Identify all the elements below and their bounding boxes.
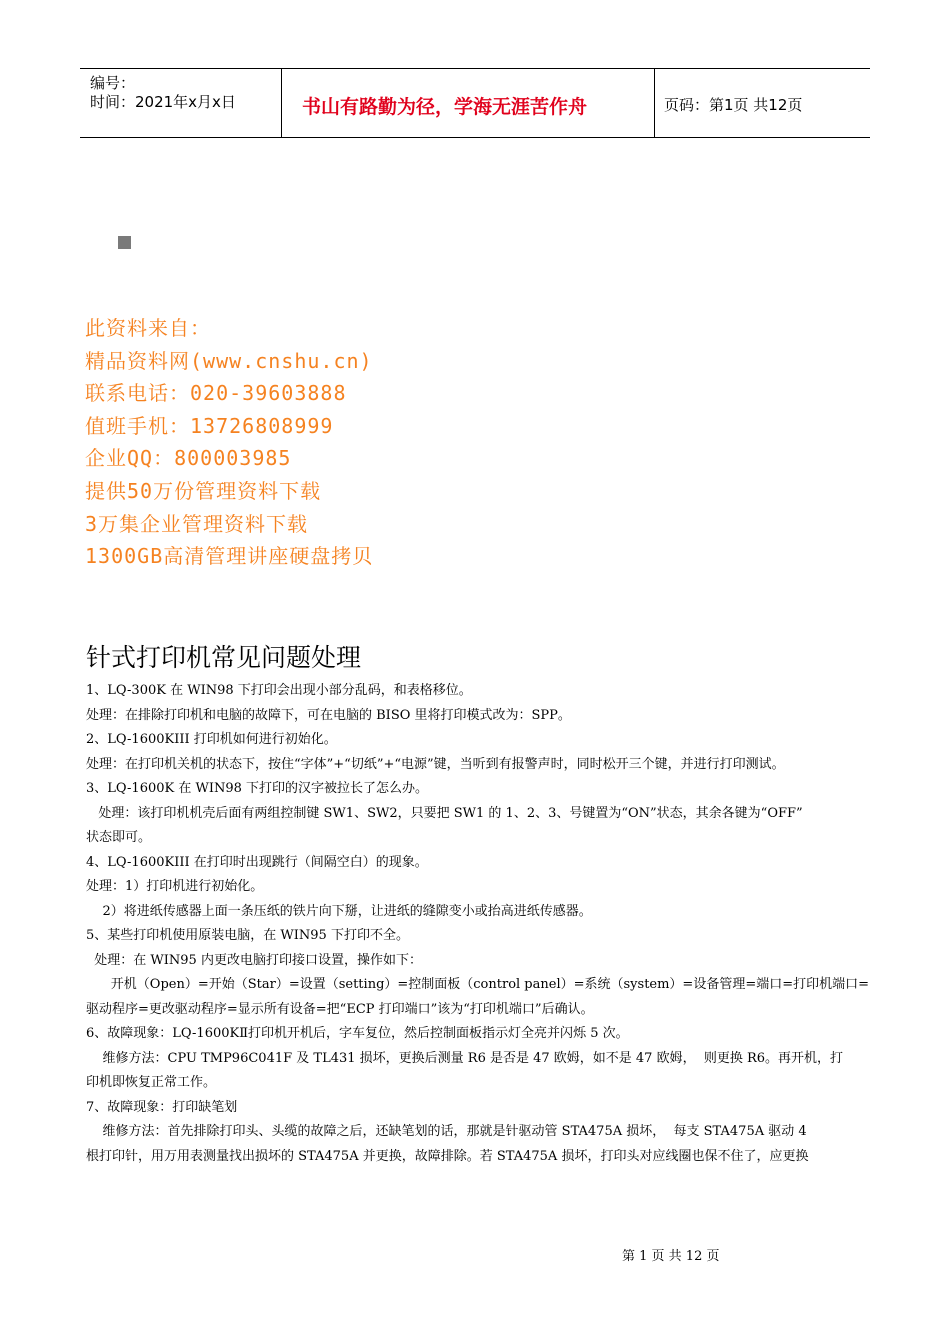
promo-line: 1300GB高清管理讲座硬盘拷贝 — [85, 544, 374, 569]
body-line: 维修方法：CPU TMP96C041F 及 TL431 损坏，更换后测量 R6 是否是 47 欧姆，如不是 47 欧姆， 则更换 R6。再开机，打 — [86, 1050, 844, 1066]
motto-text: 书山有路勤为径，学海无涯苦作舟 — [302, 96, 588, 118]
time-label: 时间：2021年x月x日 — [90, 93, 236, 111]
body-line: 5、某些打印机使用原装电脑，在 WIN95 下打印不全。 — [86, 928, 409, 943]
header-page-cell — [655, 69, 870, 137]
body-line: 6、故障现象：LQ-1600KⅡ打印机开机后，字车复位，然后控制面板指示灯全亮并闪烁 5 次。 — [86, 1026, 629, 1041]
promo-line: 3万集企业管理资料下载 — [85, 511, 309, 536]
page-footer: 第 1 页 共 12 页 — [622, 1249, 720, 1264]
promo-line: 提供50万份管理资料下载 — [85, 478, 322, 503]
body-line: 处理：在排除打印机和电脑的故障下，可在电脑的 BISO 里将打印模式改为：SPP。 — [86, 707, 571, 723]
header-motto-cell — [282, 69, 655, 137]
body-line: 2）将进纸传感器上面一条压纸的铁片向下掰，让进纸的缝隙变小或抬高进纸传感器。 — [86, 903, 592, 919]
body-line: 处理：1）打印机进行初始化。 — [86, 879, 264, 894]
body-line: 印机即恢复正常工作。 — [86, 1075, 217, 1090]
document-title: 针式打印机常见问题处理 — [86, 643, 362, 672]
promo-line: 此资料来自： — [85, 316, 211, 340]
square-bullet-icon — [118, 236, 131, 249]
body-line: 1、LQ-300K 在 WIN98 下打印会出现小部分乱码，和表格移位。 — [86, 683, 472, 698]
body-line: 维修方法：首先排除打印头、头缆的故障之后，还缺笔划的话，那就是针驱动管 STA475A 损坏， 每支 STA475A 驱动 4 — [86, 1124, 807, 1139]
promo-line: 联系电话：020-39603888 — [85, 381, 347, 406]
body-line: 开机（Open）=开始（Star）=设置（setting）=控制面板（control panel）=系统（system）=设备管理=端口=打印机端口= — [86, 977, 870, 992]
header-table — [80, 68, 870, 138]
promo-line: 值班手机：13726808999 — [85, 413, 334, 438]
promo-line: 企业QQ：800003985 — [85, 446, 292, 471]
promo-block — [85, 312, 373, 573]
page-info: 页码：第1页 共12页 — [664, 96, 803, 114]
body-line: 状态即可。 — [86, 830, 152, 845]
header-meta-cell — [80, 69, 282, 137]
body-line: 处理：在打印机关机的状态下，按住“字体”+“切纸”+“电源”键，当听到有报警声时，同时松开三个键，并进行打印测试。 — [86, 756, 785, 772]
number-label: 编号： — [90, 74, 136, 92]
body-line: 根打印针，用万用表测量找出损坏的 STA475A 并更换，故障排除。若 STA475A 损坏，打印头对应线圈也保不住了，应更换 — [86, 1148, 809, 1164]
body-line: 4、LQ-1600KIII 在打印时出现跳行（间隔空白）的现象。 — [86, 854, 428, 870]
body-line: 处理：在 WIN95 内更改电脑打印接口设置，操作如下： — [86, 952, 422, 968]
body-line: 7、故障现象：打印缺笔划 — [86, 1099, 238, 1115]
document-body — [86, 679, 870, 1169]
body-line: 3、LQ-1600K 在 WIN98 下打印的汉字被拉长了怎么办。 — [86, 781, 429, 796]
promo-line: 精品资料网(www.cnshu.cn) — [85, 348, 373, 373]
body-line: 2、LQ-1600KIII 打印机如何进行初始化。 — [86, 732, 337, 747]
body-line: 处理：该打印机机壳后面有两组控制键 SW1、SW2，只要把 SW1 的 1、2、3、号键置为“ON”状态，其余各键为“OFF” — [86, 805, 803, 821]
body-line: 驱动程序=更改驱动程序=显示所有设备=把“ECP 打印端口”该为“打印机端口”后确认。 — [86, 1001, 594, 1017]
